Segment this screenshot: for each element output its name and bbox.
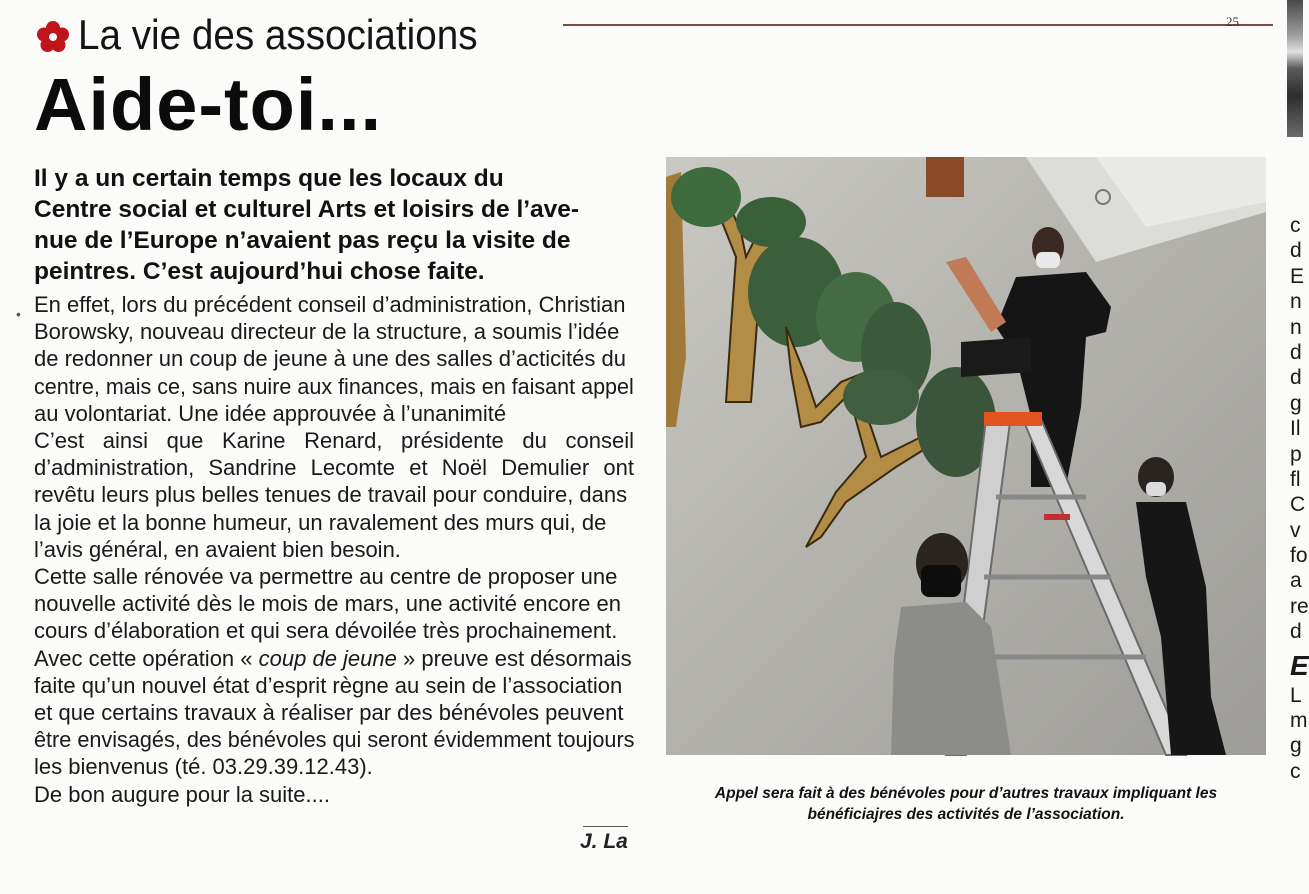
fragment: fl (1290, 467, 1301, 491)
fragment: p (1290, 442, 1302, 466)
quote-before: Avec cette opération « (34, 645, 259, 671)
body-line: Cette salle rénovée va permettre au centre de proposer une (34, 564, 618, 590)
adjacent-photo-edge (1287, 0, 1303, 137)
photo-caption (666, 783, 1266, 825)
page-number: 25 (1226, 14, 1239, 29)
fragment: d (1290, 340, 1302, 364)
fragment: fo (1290, 544, 1308, 568)
caption-line: Appel sera fait à des bénévoles pour d’autres travaux impliquant les (714, 785, 1218, 802)
article-photo (666, 157, 1266, 755)
bullet-mark: • (16, 306, 21, 322)
fragment: c (1290, 214, 1301, 237)
fragment: g (1290, 391, 1302, 415)
fragment: C (1290, 493, 1306, 517)
fragment: E (1290, 264, 1305, 288)
section-title: La vie des associations (78, 11, 478, 58)
fragment: Il (1290, 417, 1301, 441)
body-line: faite qu’un nouvel état d’esprit règne au sein de l’association (34, 672, 623, 698)
body-line: centre, mais ce, sans nuire aux finances, mais en faisant appel (34, 373, 634, 399)
lead-line: Centre social et culturel Arts et loisirs de l’ave- (34, 196, 580, 223)
adjacent-column-fragment (1290, 213, 1309, 784)
fragment-heading: E (1290, 649, 1309, 681)
fragment: re (1290, 594, 1309, 618)
body-line: Borowsky, nouveau directeur de la structure, a soumis l’idée (34, 319, 620, 345)
lead-line: peintres. C’est aujourd’hui chose faite. (34, 258, 485, 285)
quote-after: » preuve est désormais (396, 645, 632, 671)
body-line: nouvelle activité dès le mois de mars, une activité encore en (34, 591, 621, 617)
body-line: d’administration, Sandrine Lecomte et Noël Demulier ont (34, 455, 634, 481)
article-headline: Aide-toi... (34, 63, 383, 146)
quote-italic: coup de jeune (258, 645, 397, 671)
lead-line: nue de l’Europe n’avaient pas reçu la visite de (34, 227, 571, 254)
body-line: les bienvenus (té. 03.29.39.12.43). (34, 754, 373, 780)
fragment: L (1290, 683, 1302, 707)
photo-illustration (666, 157, 1266, 755)
fragment: m (1290, 709, 1308, 733)
author-signature: J. La (580, 830, 628, 853)
body-line: et que certains travaux à réaliser par des bénévoles peuvent (34, 700, 624, 726)
body-line: l’avis général, en avaient bien besoin. (34, 536, 401, 562)
header-rule (563, 24, 1273, 26)
fragment: n (1290, 290, 1302, 314)
flower-icon (36, 20, 70, 54)
section-header (36, 10, 512, 60)
body-line: de redonner un coup de jeune à une des salles d’acticités du (34, 346, 626, 372)
body-line: la joie et la bonne humeur, un ravalement des murs qui, de (34, 509, 607, 535)
fragment: d (1290, 620, 1302, 644)
body-line: revêtu leurs plus belles tenues de travail pour conduire, dans (34, 482, 628, 508)
body-line: De bon augure pour la suite.... (34, 781, 330, 807)
body-line: être envisagés, des bénévoles qui seront évidemment toujours (34, 727, 635, 753)
signature-rule (583, 826, 628, 827)
caption-line: bénéficiajres des activités de l’association. (807, 806, 1125, 823)
article-body (34, 291, 634, 808)
fragment: n (1290, 315, 1302, 339)
body-line: au volontariat. Une idée approuvée à l’unanimité (34, 400, 507, 426)
fragment: d (1290, 239, 1302, 263)
fragment: d (1290, 366, 1302, 390)
article-lead (34, 163, 659, 287)
fragment: c (1290, 759, 1301, 783)
fragment: v (1290, 518, 1301, 542)
body-line-quote (34, 645, 632, 672)
body-line: C’est ainsi que Karine Renard, présidente du conseil (34, 428, 634, 454)
fragment: g (1290, 734, 1302, 758)
fragment: a (1290, 569, 1302, 593)
lead-line: Il y a un certain temps que les locaux du (34, 165, 504, 192)
body-line: En effet, lors du précédent conseil d’administration, Christian (34, 292, 626, 317)
body-line: cours d’élaboration et qui sera dévoilée très prochainement. (34, 618, 618, 644)
